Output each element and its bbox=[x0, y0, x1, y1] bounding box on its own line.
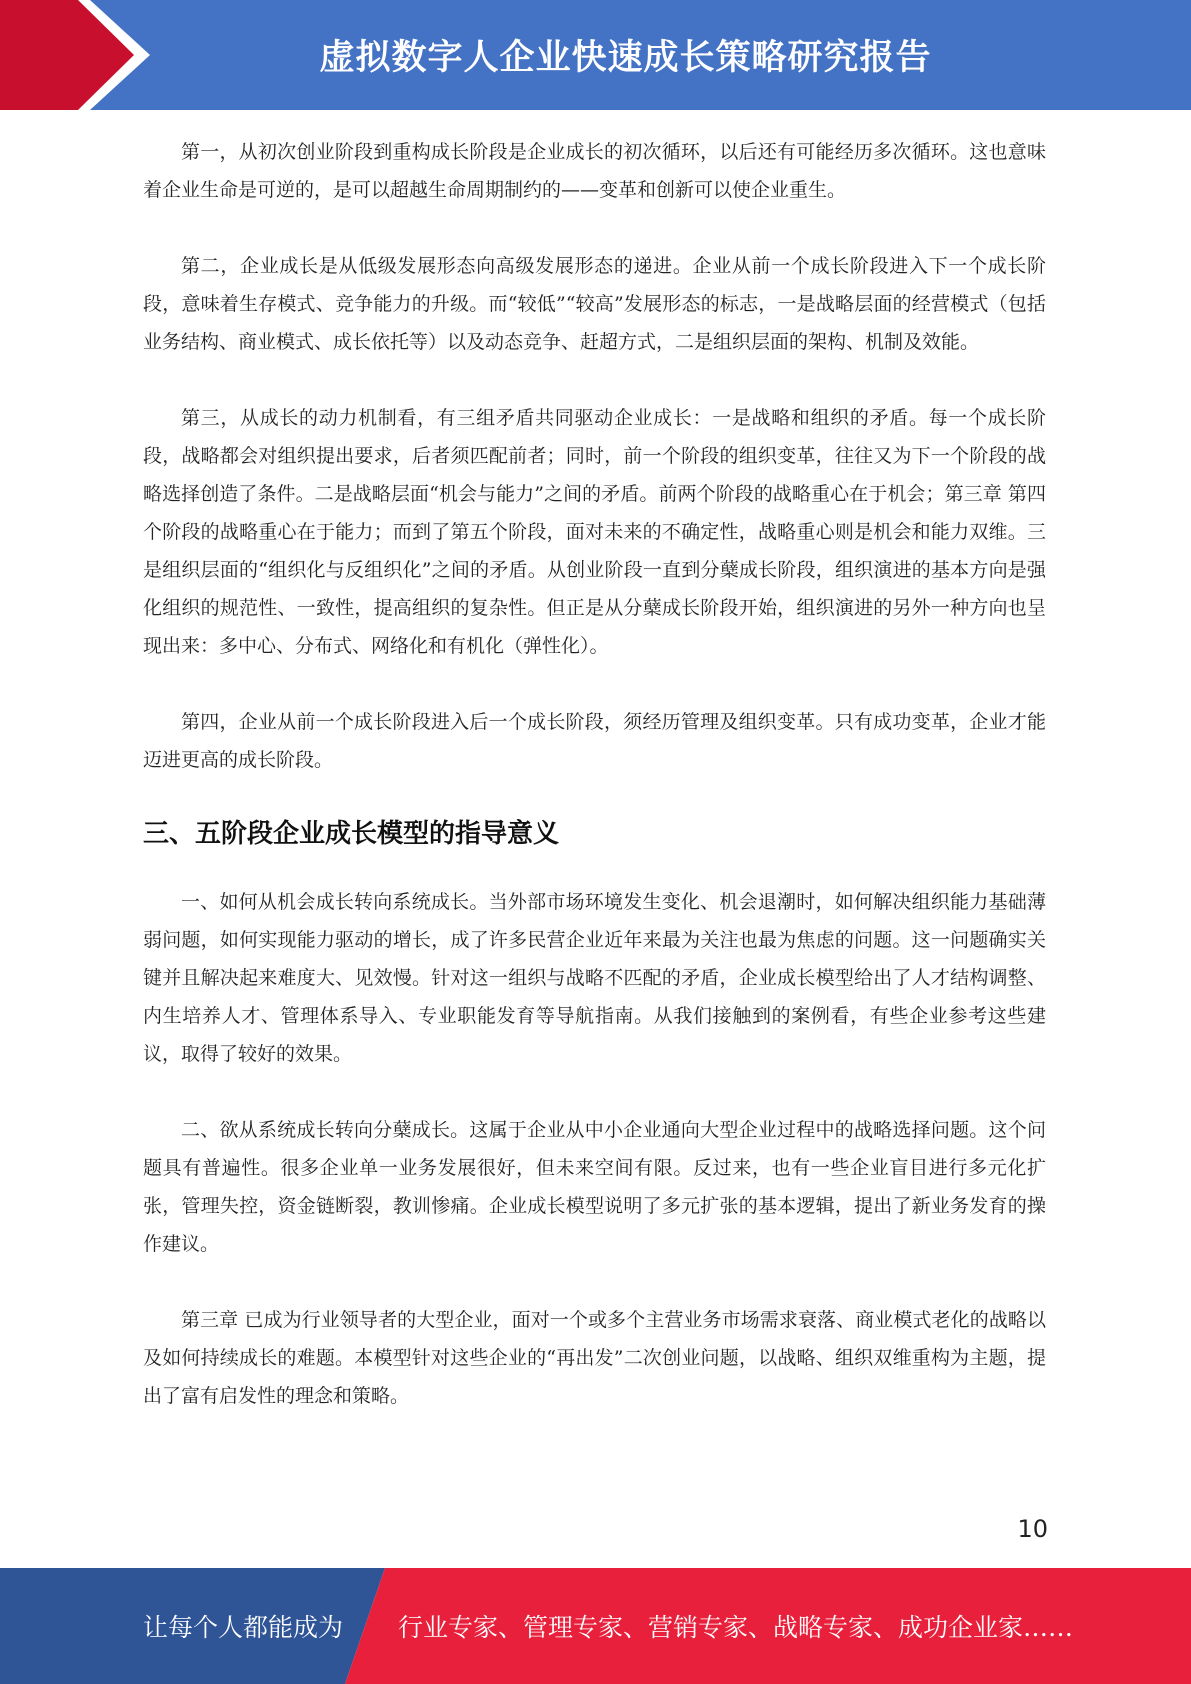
red-chevron-decoration bbox=[0, 0, 150, 110]
footer-slogan-right: 行业专家、管理专家、营销专家、战略专家、成功企业家…… bbox=[398, 1613, 1074, 1642]
paragraph: 第一，从初次创业阶段到重构成长阶段是企业成长的初次循环，以后还有可能经历多次循环。这也意味着企业生命是可逆的，是可以超越生命周期制约的——变革和创新可以使企业重生。 bbox=[143, 141, 1046, 201]
page-header bbox=[0, 0, 1191, 110]
paragraph: 第三章 已成为行业领导者的大型企业，面对一个或多个主营业务市场需求衰落、商业模式老化的战略以及如何持续成长的难题。本模型针对这些企业的“再出发”二次创业问题，以战略、组织双维重构为主题，提出了富有启发性的理念和策略。 bbox=[143, 1309, 1046, 1407]
paragraph: 第三，从成长的动力机制看，有三组矛盾共同驱动企业成长：一是战略和组织的矛盾。每一个成长阶段，战略都会对组织提出要求，后者须匹配前者；同时，前一个阶段的组织变革，往往又为下一个阶段的战略选择创造了条件。二是战略层面“机会与能力”之间的矛盾。前两个阶段的战略重心在于机会；第三章 第四个阶段的战略重心在于能力；而到了第五个阶段，面对未来的不确定性，战略重心则是机会和能力双维。三是组织层面的“组织化与反组织化”之间的矛盾。从创业阶段一直到分蘖成长阶段，组织演进的基本方向是强化组织的规范性、一致性，提高组织的复杂性。但正是从分蘖成长阶段开始，组织演进的另外一种方向也呈现出来：多中心、分布式、网络化和有机化（弹性化）。 bbox=[143, 407, 1046, 657]
main-content bbox=[143, 133, 1046, 1415]
footer-slogan-left: 让每个人都能成为 bbox=[143, 1613, 344, 1642]
page-number: 10 bbox=[1017, 1515, 1048, 1543]
page-footer bbox=[0, 1568, 1191, 1684]
section-heading: 三、五阶段企业成长模型的指导意义 bbox=[143, 819, 560, 849]
paragraph: 一、如何从机会成长转向系统成长。当外部市场环境发生变化、机会退潮时，如何解决组织能力基础薄弱问题，如何实现能力驱动的增长，成了许多民营企业近年来最为关注也最为焦虑的问题。这一问题确实关键并且解决起来难度大、见效慢。针对这一组织与战略不匹配的矛盾，企业成长模型给出了人才结构调整、内生培养人才、管理体系导入、专业职能发育等导航指南。从我们接触到的案例看，有些企业参考这些建议，取得了较好的效果。 bbox=[143, 891, 1046, 1065]
report-title: 虚拟数字人企业快速成长策略研究报告 bbox=[319, 38, 932, 78]
paragraph: 第四，企业从前一个成长阶段进入后一个成长阶段，须经历管理及组织变革。只有成功变革，企业才能迈进更高的成长阶段。 bbox=[143, 711, 1046, 771]
paragraph: 第二，企业成长是从低级发展形态向高级发展形态的递进。企业从前一个成长阶段进入下一个成长阶段，意味着生存模式、竞争能力的升级。而“较低”“较高”发展形态的标志，一是战略层面的经营模式（包括业务结构、商业模式、成长依托等）以及动态竞争、赶超方式，二是组织层面的架构、机制及效能。 bbox=[143, 255, 1046, 353]
paragraph: 二、欲从系统成长转向分蘖成长。这属于企业从中小企业通向大型企业过程中的战略选择问题。这个问题具有普遍性。很多企业单一业务发展很好，但未来空间有限。反过来，也有一些企业盲目进行多元化扩张，管理失控，资金链断裂，教训惨痛。企业成长模型说明了多元扩张的基本逻辑，提出了新业务发育的操作建议。 bbox=[143, 1119, 1046, 1255]
